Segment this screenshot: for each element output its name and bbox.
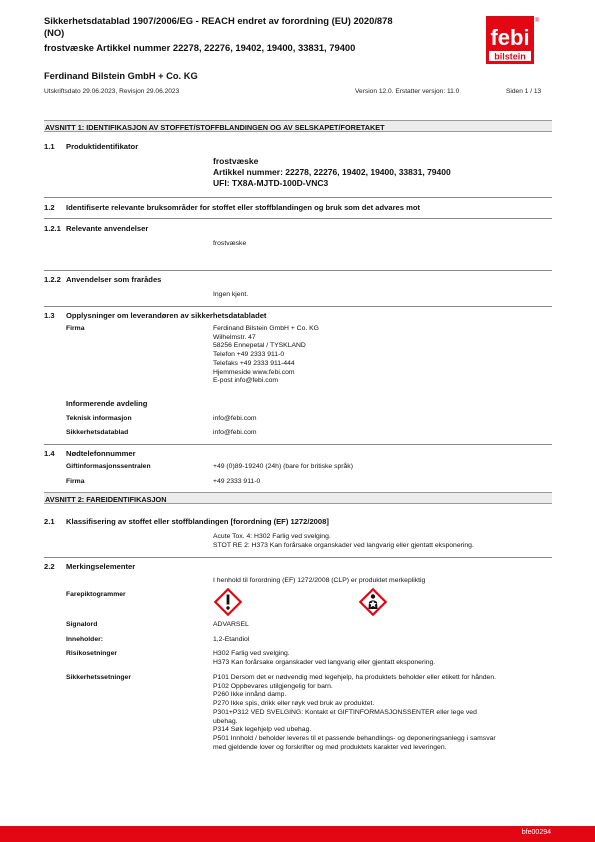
supplier-line: Telefaks +49 2333 911-444 xyxy=(213,359,295,367)
precautionary-statement: P102 Oppbevares utilgjengelig for barn. xyxy=(213,682,333,690)
footer-bar xyxy=(0,826,595,842)
supplier-address xyxy=(213,325,319,386)
poison-centre-phone: +49 (0)89-19240 (24h) (bare for britiske språk) xyxy=(213,463,353,470)
s1-2-2-title: Anvendelser som frarådes xyxy=(66,275,162,284)
s1-3-title: Opplysninger om leverandøren av sikkerhetsdatabladet xyxy=(66,311,267,320)
s1-2-1-number: 1.2.1 xyxy=(44,224,61,233)
precautionary-statements-label: Sikkerhetssetninger xyxy=(66,674,131,681)
s2-1-number: 2.1 xyxy=(44,517,55,526)
hazard-statements xyxy=(213,650,435,667)
s2-2-title: Merkingselementer xyxy=(66,562,136,571)
company-name: Ferdinand Bilstein GmbH + Co. KG xyxy=(44,71,198,81)
classification-line: STOT RE 2: H373 Kan forårsake organskader ved langvarig eller gjentatt eksponering. xyxy=(213,541,474,549)
divider xyxy=(44,218,552,219)
relevant-uses-value: frostvæske xyxy=(213,240,247,247)
ufi-code: UFI: TX8A-MJTD-100D-VNC3 xyxy=(213,178,329,189)
divider xyxy=(44,557,552,558)
s1-2-2-number: 1.2.2 xyxy=(44,275,61,284)
page-number: Siden 1 / 13 xyxy=(506,88,542,95)
emergency-firma-phone: +49 2333 911-0 xyxy=(213,478,261,485)
supplier-line: Wilhelmstr. 47 xyxy=(213,333,256,341)
classification-text xyxy=(213,533,474,550)
classification-line: Acute Tox. 4: H302 Farlig ved svelging. xyxy=(213,533,331,540)
firma-label: Firma xyxy=(66,325,85,332)
febi-bilstein-logo xyxy=(485,14,541,66)
supplier-line: 58256 Ennepetal / TYSKLAND xyxy=(213,342,306,350)
contains-label: Inneholder: xyxy=(66,636,104,643)
precautionary-statements xyxy=(213,674,496,752)
logo-registered: ® xyxy=(534,18,540,24)
precautionary-statement: med gjeldende lover og forskrifter og med produktets karakter ved leveringen. xyxy=(213,743,447,751)
article-numbers: Artikkel nummer: 22278, 22276, 19402, 19400, 33831, 79400 xyxy=(213,167,451,178)
section1-heading: AVSNITT 1: IDENTIFIKASJON AV STOFFET/STOFFBLANDINGEN OG AV SELSKAPET/FORETAKET xyxy=(44,120,552,132)
s2-1-title: Klassifisering av stoffet eller stoffblandingen [forordning (EF) 1272/2008] xyxy=(66,517,329,526)
supplier-line: E-post info@febi.com xyxy=(213,377,279,385)
technical-info-email: info@febi.com xyxy=(213,415,257,422)
s1-2-number: 1.2 xyxy=(44,203,55,212)
logo-text: febi xyxy=(490,25,530,50)
sds-email: info@febi.com xyxy=(213,429,257,436)
product-name: frostvæske xyxy=(213,156,259,166)
signal-word-label: Signalord xyxy=(66,621,98,628)
precautionary-statement: P314 Søk legehjelp ved ubehag. xyxy=(213,726,312,734)
document-title-line1: Sikkerhetsdatablad 1907/2006/EG - REACH endret av forordning (EU) 2020/878 xyxy=(44,15,393,26)
supplier-line: Ferdinand Bilstein GmbH + Co. KG xyxy=(213,325,319,332)
signal-word-value: ADVARSEL xyxy=(213,621,249,628)
s2-2-number: 2.2 xyxy=(44,562,55,571)
contains-value: 1,2-Etandiol xyxy=(213,636,250,643)
product-identifier xyxy=(213,156,451,190)
s1-3-number: 1.3 xyxy=(44,311,55,320)
hazard-statements-label: Risikosetninger xyxy=(66,650,117,657)
s1-1-title: Produktidentifikator xyxy=(66,142,139,151)
footer-code: bfe00294 xyxy=(521,828,551,836)
labelling-intro: I henhold til forordning (EF) 1272/2008 (CLP) er produktet merkepliktig xyxy=(213,577,426,584)
precautionary-statement: P501 Innhold / beholder leveres til et passende behandlings- og deponeringsanlegg i samsvar xyxy=(213,734,496,742)
uses-advised-against-value: Ingen kjent. xyxy=(213,291,249,298)
poison-centre-label: Giftinformasjonssentralen xyxy=(66,463,151,470)
precautionary-statement: P301+P312 VED SVELGING: Kontakt et GIFTINFORMASJONSSENTER eller lege ved xyxy=(213,708,477,716)
document-title-line2: (NO) xyxy=(44,27,65,38)
exclamation-mark-icon xyxy=(213,587,243,617)
divider xyxy=(44,444,552,445)
technical-info-label: Teknisk informasjon xyxy=(66,415,132,422)
hazard-statement: H373 Kan forårsake organskader ved langvarig eller gjentatt eksponering. xyxy=(213,658,436,666)
document-title-line3: frostvæske Artikkel nummer 22278, 22276, 19402, 19400, 33831, 79400 xyxy=(44,42,356,53)
emergency-firma-label: Firma xyxy=(66,478,85,485)
divider xyxy=(44,270,552,271)
s1-4-number: 1.4 xyxy=(44,449,55,458)
precautionary-statement: P270 Ikke spis, drikk eller røyk ved bruk av produktet. xyxy=(213,700,375,708)
supplier-line: Telefon +49 2333 911-0 xyxy=(213,351,285,359)
health-hazard-icon xyxy=(358,587,388,617)
precautionary-statement: P101 Dersom det er nødvendig med legehjelp, ha produktets beholder eller etikett for hånden. xyxy=(213,674,497,681)
divider xyxy=(44,306,552,307)
version-info: Version 12.0. Erstatter versjon: 11.0 xyxy=(355,88,460,95)
hazard-statement: H302 Farlig ved svelging. xyxy=(213,650,290,657)
info-department-heading: Informerende avdeling xyxy=(66,399,148,408)
sds-label: Sikkerhetsdatablad xyxy=(66,429,129,436)
precautionary-statement: P260 Ikke innånd damp. xyxy=(213,691,287,699)
logo-subtext: bilstein xyxy=(494,51,526,62)
s1-4-title: Nødtelefonnummer xyxy=(66,449,136,458)
divider xyxy=(44,197,552,198)
s1-2-1-title: Relevante anvendelser xyxy=(66,224,149,233)
s1-2-title: Identifiserte relevante bruksområder for stoffet eller stoffblandingen og bruk som det advares mot xyxy=(66,203,421,212)
section2-heading: AVSNITT 2: FAREIDENTIFIKASJON xyxy=(44,492,552,504)
precautionary-statement: ubehag. xyxy=(213,717,238,725)
supplier-line: Hjemmeside www.febi.com xyxy=(213,368,295,376)
pictograms-label: Farepiktogrammer xyxy=(66,591,126,598)
s1-1-number: 1.1 xyxy=(44,142,55,151)
print-date: Utskriftsdato 29.06.2023, Revisjon 29.06.2023 xyxy=(44,88,180,95)
